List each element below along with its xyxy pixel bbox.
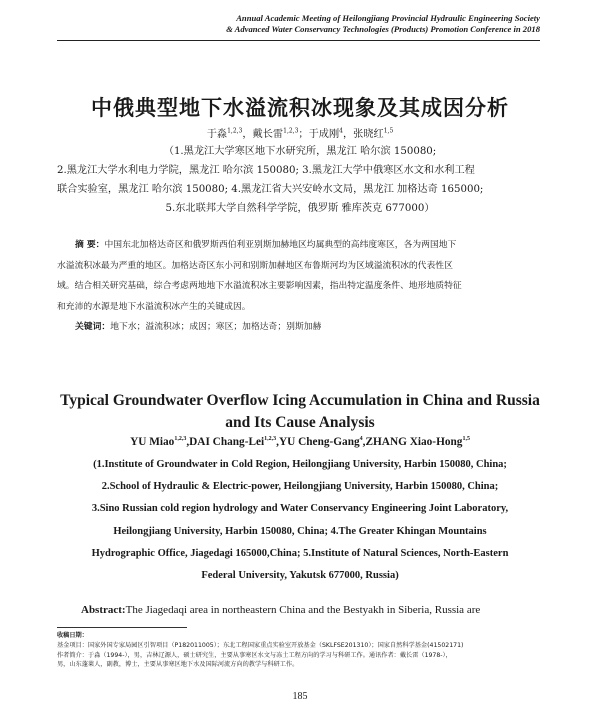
english-authors-text: YU Miao$^{1,2,3}$,DAI Chang-Lei$^{1,2,3}$,YU Cheng-Gang$^4$,ZHANG Xiao-Hong$^{1,5}$ xyxy=(130,436,470,448)
footnote-line: 基金项目：国家外国专家局园区引智项目（P182011005）；东北工程国家重点实验室开放基金（SKLFSE201310）；国家自然科学基金(41502171) xyxy=(57,641,464,649)
english-title xyxy=(0,390,600,434)
chinese-keywords-label: 关键词： xyxy=(75,322,111,332)
english-affiliations xyxy=(0,454,600,587)
chinese-affiliations xyxy=(57,142,543,218)
affiliation-marker: 1,2,3 xyxy=(264,436,277,443)
page-number: 185 xyxy=(292,691,308,702)
chinese-keywords: 地下水；溢流积冰；成因；寒区；加格达奇；别斯加赫 xyxy=(110,322,322,332)
english-abstract xyxy=(57,604,547,616)
english-title-line: Typical Groundwater Overflow Icing Accumulation in China and Russia xyxy=(60,392,540,409)
chinese-abstract-line: 中国东北加格达奇区和俄罗斯西伯利亚别斯加赫地区均属典型的高纬度寒区，各为两国地下 xyxy=(104,240,457,250)
chinese-authors-text: 于淼$^{1,2,3}$，戴长雷$^{1,2,3}$；于成刚$^4$，张晓红$^{1,5}$ xyxy=(206,127,394,140)
english-affiliation-line: Heilongjiang University, Harbin 150080, China; 4.The Greater Khingan Mountains xyxy=(113,525,487,537)
chinese-abstract xyxy=(57,235,547,338)
running-header-line-1: Annual Academic Meeting of Heilongjiang Provincial Hydraulic Engineering Society xyxy=(236,13,540,23)
chinese-affiliation-line: 5.东北联邦大学自然科学学院，俄罗斯 雅库茨克 677000） xyxy=(165,203,435,214)
affiliation-marker: 1,2,3 xyxy=(283,127,299,135)
affiliation-marker: 1,5 xyxy=(462,436,470,443)
chinese-abstract-line: 和充沛的水源是地下水溢流积冰产生的关键成因。 xyxy=(57,301,251,312)
chinese-affiliation-line: 联合实验室，黑龙江 哈尔滨 150080; 4.黑龙江省大兴安岭水文局，黑龙江 加格达奇 165000; xyxy=(57,184,484,195)
english-abstract-label: Abstract: xyxy=(81,604,126,616)
english-affiliation-line: 2.School of Hydraulic & Electric-power, Heilongjiang University, Harbin 150080, China; xyxy=(101,481,499,493)
english-affiliation-line: 3.Sino Russian cold region hydrology and Water Conservancy Engineering Joint Laboratory, xyxy=(91,503,509,515)
chinese-abstract-label: 摘 要： xyxy=(75,240,105,250)
footnote xyxy=(57,631,552,670)
chinese-abstract-line: 域。结合相关研究基础，综合考虑两地地下水溢流积冰主要影响因素，指出特定温度条件、地形地质特征 xyxy=(57,281,462,291)
affiliation-marker: 4 xyxy=(359,436,363,443)
chinese-affiliation-line: （1.黑龙江大学寒区地下水研究所，黑龙江 哈尔滨 150080; xyxy=(163,146,437,157)
chinese-abstract-line: 水溢流积冰最为严重的地区。加格达奇区东小河和别斯加赫地区布鲁斯河均为区域溢流积冰的代表性区 xyxy=(57,260,453,271)
chinese-authors xyxy=(0,125,600,140)
affiliation-marker: 4 xyxy=(339,127,343,135)
english-abstract-text: The Jiagedaqi area in northeastern China and the Bestyakh in Siberia, Russia are xyxy=(125,604,481,616)
chinese-affiliation-line: 2.黑龙江大学水利电力学院，黑龙江 哈尔滨 150080; 3.黑龙江大学中俄寒区水文和水利工程 xyxy=(57,165,475,176)
chinese-title: 中俄典型地下水溢流积冰现象及其成因分析 xyxy=(91,96,509,120)
english-title-line: and Its Cause Analysis xyxy=(225,414,375,431)
english-affiliation-line: Hydrographic Office, Jiagedagi 165000,China; 5.Institute of Natural Sciences, North-Eastern xyxy=(91,547,509,559)
footnote-rule xyxy=(57,627,187,628)
running-header-line-2: & Advanced Water Conservancy Technologies (Products) Promotion Conference in 2018 xyxy=(226,24,540,34)
footnote-line: 男，山东蓬莱人，副教，博士，主要从事寒区地下水及国际河流方向的教学与科研工作。 xyxy=(57,661,299,669)
footnote-received-label: 收稿日期： xyxy=(57,632,88,639)
english-authors xyxy=(0,436,600,448)
affiliation-marker: 1,5 xyxy=(383,127,394,135)
affiliation-marker: 1,2,3 xyxy=(227,127,243,135)
english-affiliation-line: (1.Institute of Groundwater in Cold Region, Heilongjiang University, Harbin 150080, China; xyxy=(93,459,507,470)
header-rule xyxy=(57,40,540,41)
affiliation-marker: 1,2,3 xyxy=(174,436,187,443)
english-affiliation-line: Federal University, Yakutsk 677000, Russia) xyxy=(201,570,399,582)
footnote-line: 作者简介：于淼（1994-），男，吉林辽源人，硕士研究生，主要从事寒区水文与冻土工程方向的学习与科研工作。通讯作者：戴长雷（1978-）， xyxy=(57,651,452,659)
